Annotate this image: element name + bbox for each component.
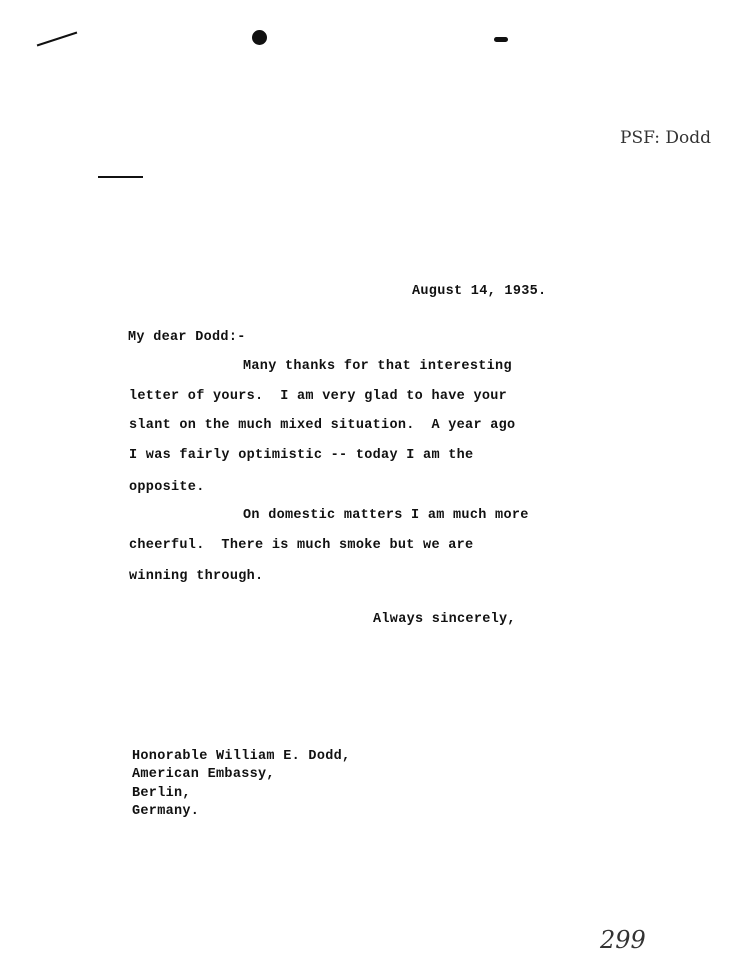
body-line: winning through.: [129, 569, 264, 584]
scan-line: [37, 32, 78, 47]
handwritten-file-note: PSF: Dodd: [620, 128, 712, 148]
scan-mark: [494, 37, 508, 42]
body-line: Many thanks for that interesting: [243, 359, 512, 374]
body-line: opposite.: [129, 480, 205, 495]
body-line: On domestic matters I am much more: [243, 508, 529, 523]
punch-hole-mark: [252, 30, 267, 45]
handwritten-page-number: 299: [600, 926, 646, 954]
body-line: letter of yours. I am very glad to have your: [129, 389, 508, 404]
salutation: My dear Dodd:-: [128, 330, 246, 345]
address-line: Honorable William E. Dodd,: [132, 749, 351, 764]
scan-line: [98, 176, 143, 178]
closing: Always sincerely,: [373, 612, 516, 627]
body-line: cheerful. There is much smoke but we are: [129, 538, 474, 553]
letter-date: August 14, 1935.: [412, 284, 547, 299]
body-line: I was fairly optimistic -- today I am the: [129, 448, 474, 463]
address-line: American Embassy,: [132, 767, 275, 782]
body-line: slant on the much mixed situation. A year ago: [129, 418, 516, 433]
address-line: Germany.: [132, 804, 200, 819]
address-line: Berlin,: [132, 786, 191, 801]
